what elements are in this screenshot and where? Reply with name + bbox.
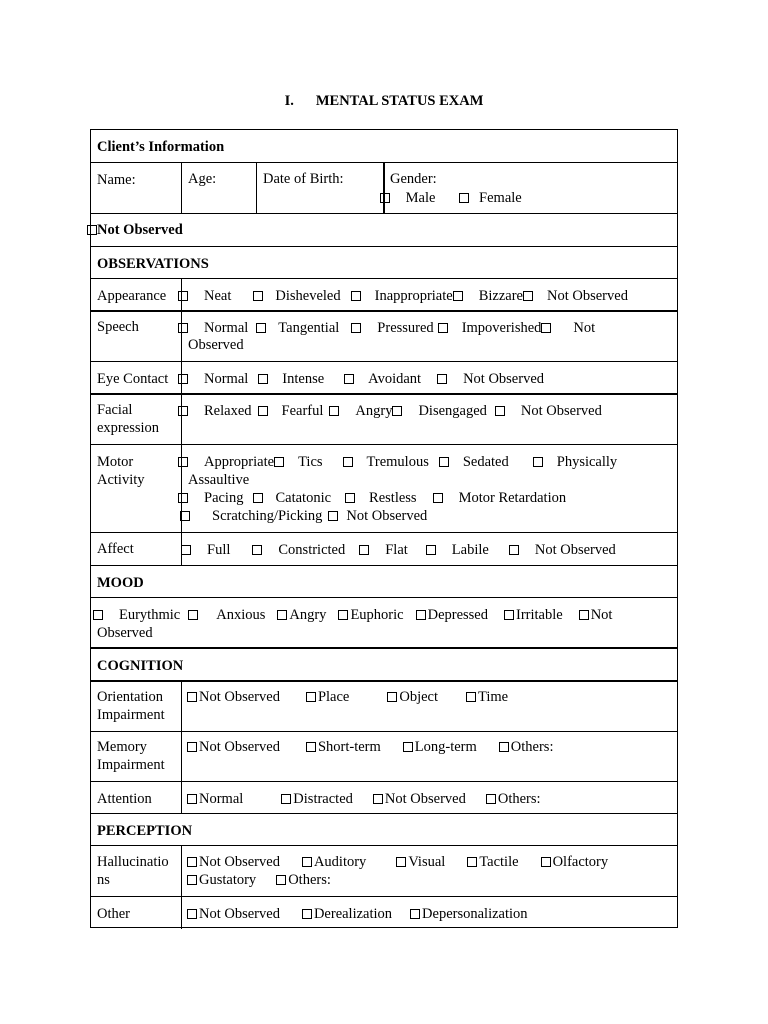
- option-full: Full: [207, 542, 231, 558]
- mood-options-row: [91, 598, 677, 649]
- option-olfactory: Olfactory: [552, 854, 609, 870]
- checkbox-disheveled[interactable]: [253, 291, 263, 301]
- checkbox-appearance-not-observed[interactable]: [523, 291, 533, 301]
- checkbox-intense[interactable]: [258, 374, 268, 384]
- checkbox-facial-not-observed[interactable]: [495, 406, 505, 416]
- option-mood-not: Not: [590, 607, 613, 623]
- checkbox-short-term[interactable]: [306, 742, 316, 752]
- option-hallucinations-not-observed: Not Observed: [199, 854, 280, 870]
- motor-activity-row: [91, 445, 677, 533]
- eye-contact-row: [91, 362, 677, 395]
- checkbox-relaxed[interactable]: [178, 406, 188, 416]
- memory-row: [91, 732, 677, 782]
- checkbox-physically-assaultive[interactable]: [533, 457, 543, 467]
- option-speech-observed: Observed: [188, 337, 244, 353]
- option-auditory: Auditory: [313, 854, 367, 870]
- option-motor-not-observed: Not Observed: [346, 508, 428, 524]
- option-speech-not: Not: [573, 320, 596, 336]
- checkbox-mood-not-observed[interactable]: [579, 610, 589, 620]
- option-physically: Physically: [556, 454, 618, 470]
- option-mood-observed: Observed: [97, 625, 153, 641]
- checkbox-flat[interactable]: [359, 545, 369, 555]
- observations-header: OBSERVATIONS: [97, 256, 209, 272]
- cognition-header: COGNITION: [97, 658, 184, 674]
- divider: [181, 163, 182, 213]
- option-visual: Visual: [408, 854, 446, 870]
- checkbox-attention-normal[interactable]: [187, 794, 197, 804]
- checkbox-constricted[interactable]: [252, 545, 262, 555]
- option-depressed: Depressed: [427, 607, 488, 623]
- checkbox-catatonic[interactable]: [253, 493, 263, 503]
- option-orientation-not-observed: Not Observed: [199, 689, 280, 705]
- option-attention-normal: Normal: [199, 791, 244, 807]
- checkbox-disengaged[interactable]: [392, 406, 402, 416]
- section-title: MENTAL STATUS EXAM: [315, 93, 484, 109]
- checkbox-depressed[interactable]: [416, 610, 426, 620]
- mood-header: MOOD: [97, 575, 144, 591]
- option-neat: Neat: [204, 288, 232, 304]
- checkbox-long-term[interactable]: [403, 742, 413, 752]
- checkbox-appropriate[interactable]: [178, 457, 188, 467]
- speech-options: [178, 319, 669, 337]
- checkbox-pressured[interactable]: [351, 323, 361, 333]
- mental-status-form: [90, 129, 678, 928]
- checkbox-speech-not-observed[interactable]: [541, 323, 551, 333]
- checkbox-other-not-observed[interactable]: [187, 909, 197, 919]
- checkbox-motor-retardation[interactable]: [433, 493, 443, 503]
- motor-activity-label: Motor Activity: [97, 454, 145, 488]
- option-angry: Angry: [355, 403, 393, 419]
- checkbox-attention-not-observed[interactable]: [373, 794, 383, 804]
- not-observed-row: [91, 214, 677, 247]
- page-title: [0, 93, 768, 110]
- client-info-header: Client’s Information: [97, 139, 225, 155]
- option-female: Female: [479, 190, 522, 206]
- option-bizzare: Bizzare: [478, 288, 523, 304]
- appearance-options: [178, 287, 669, 305]
- option-scratching-picking: Scratching/Picking: [212, 508, 323, 524]
- checkbox-distracted[interactable]: [281, 794, 291, 804]
- age-field[interactable]: Age:: [188, 171, 217, 187]
- option-catatonic: Catatonic: [275, 490, 332, 506]
- facial-expression-label: Facial expression: [97, 402, 160, 436]
- checkbox-memory-not-observed[interactable]: [187, 742, 197, 752]
- option-distracted: Distracted: [293, 791, 353, 807]
- checkbox-restless[interactable]: [345, 493, 355, 503]
- speech-label: Speech: [97, 319, 139, 335]
- checkbox-normal[interactable]: [178, 323, 188, 333]
- checkbox-object[interactable]: [387, 692, 397, 702]
- option-labile: Labile: [451, 542, 489, 558]
- client-info-header-row: [91, 130, 677, 163]
- cognition-header-row: [91, 649, 677, 682]
- option-flat: Flat: [385, 542, 408, 558]
- checkbox-pacing[interactable]: [178, 493, 188, 503]
- option-eye-normal: Normal: [204, 371, 249, 387]
- divider: [256, 163, 257, 213]
- option-irritable: Irritable: [516, 607, 563, 623]
- option-facial-not-observed: Not Observed: [520, 403, 602, 419]
- checkbox-neat[interactable]: [178, 291, 188, 301]
- appearance-label: Appearance: [97, 288, 167, 304]
- mood-header-row: [91, 566, 677, 598]
- checkbox-hallucinations-not-observed[interactable]: [187, 857, 197, 867]
- option-long-term: Long-term: [414, 739, 477, 755]
- perception-header-row: [91, 814, 677, 846]
- other-row: [91, 897, 677, 929]
- checkbox-depersonalization[interactable]: [410, 909, 420, 919]
- option-attention-others: Others:: [497, 791, 541, 807]
- option-assaultive: Assaultive: [188, 472, 250, 488]
- option-mood-angry: Angry: [289, 607, 327, 623]
- option-restless: Restless: [369, 490, 417, 506]
- perception-header: PERCEPTION: [97, 823, 193, 839]
- option-intense: Intense: [282, 371, 325, 387]
- option-eurythmic: Eurythmic: [119, 607, 181, 623]
- option-short-term: Short-term: [317, 739, 381, 755]
- checkbox-angry[interactable]: [329, 406, 339, 416]
- option-other-not-observed: Not Observed: [199, 906, 280, 922]
- option-anxious: Anxious: [216, 607, 266, 623]
- appearance-row: [91, 279, 677, 312]
- option-inappropriate: Inappropriate: [374, 288, 453, 304]
- checkbox-not-observed[interactable]: [87, 225, 97, 235]
- option-attention-not-observed: Not Observed: [384, 791, 466, 807]
- option-hallucinations-others: Others:: [288, 872, 331, 888]
- option-tactile: Tactile: [479, 854, 519, 870]
- observations-header-row: [91, 247, 677, 279]
- attention-label: Attention: [97, 791, 152, 807]
- option-affect-not-observed: Not Observed: [534, 542, 616, 558]
- memory-options: [187, 738, 669, 756]
- checkbox-labile[interactable]: [426, 545, 436, 555]
- checkbox-derealization[interactable]: [302, 909, 312, 919]
- gender-options: [380, 190, 522, 207]
- checkbox-visual[interactable]: [396, 857, 406, 867]
- hallucinations-label: Hallucinatio ns: [97, 854, 169, 888]
- checkbox-female[interactable]: [459, 193, 469, 203]
- checkbox-mood-angry[interactable]: [277, 610, 287, 620]
- option-tics: Tics: [298, 454, 323, 470]
- option-fearful: Fearful: [281, 403, 324, 419]
- option-tremulous: Tremulous: [366, 454, 429, 470]
- option-time: Time: [478, 689, 509, 705]
- option-impoverished: Impoverished: [461, 320, 542, 336]
- checkbox-attention-others[interactable]: [486, 794, 496, 804]
- checkbox-eye-not-observed[interactable]: [437, 374, 447, 384]
- motor-options-line2: [178, 489, 566, 507]
- checkbox-tangential[interactable]: [256, 323, 266, 333]
- client-info-row: [91, 163, 677, 214]
- option-appropriate: Appropriate: [204, 454, 275, 470]
- hallucinations-options: [187, 853, 669, 889]
- eye-contact-label: Eye Contact: [97, 371, 169, 387]
- option-relaxed: Relaxed: [204, 403, 252, 419]
- checkbox-male[interactable]: [380, 193, 390, 203]
- motor-options-line3: [180, 507, 427, 525]
- checkbox-inappropriate[interactable]: [351, 291, 361, 301]
- option-derealization: Derealization: [313, 906, 393, 922]
- checkbox-scratching-picking[interactable]: [180, 511, 190, 521]
- checkbox-olfactory[interactable]: [541, 857, 551, 867]
- checkbox-anxious[interactable]: [188, 610, 198, 620]
- eye-contact-options: [178, 370, 669, 388]
- affect-label: Affect: [97, 541, 134, 557]
- checkbox-irritable[interactable]: [504, 610, 514, 620]
- orientation-options: [187, 688, 669, 706]
- option-pressured: Pressured: [377, 320, 434, 336]
- option-object: Object: [399, 689, 439, 705]
- option-avoidant: Avoidant: [368, 371, 422, 387]
- option-sedated: Sedated: [462, 454, 509, 470]
- option-memory-not-observed: Not Observed: [199, 739, 280, 755]
- option-normal: Normal: [204, 320, 249, 336]
- checkbox-impoverished[interactable]: [438, 323, 448, 333]
- facial-expression-row: [91, 395, 677, 445]
- hallucinations-row: [91, 846, 677, 897]
- mood-options: [93, 606, 612, 624]
- motor-options-line1: [178, 453, 617, 471]
- facial-expression-options: [178, 402, 669, 420]
- option-pacing: Pacing: [204, 490, 244, 506]
- checkbox-sedated[interactable]: [439, 457, 449, 467]
- checkbox-euphoric[interactable]: [338, 610, 348, 620]
- checkbox-auditory[interactable]: [302, 857, 312, 867]
- not-observed-label: Not Observed: [97, 222, 183, 238]
- orientation-row: [91, 682, 677, 732]
- checkbox-tremulous[interactable]: [343, 457, 353, 467]
- checkbox-eye-normal[interactable]: [178, 374, 188, 384]
- checkbox-motor-not-observed[interactable]: [328, 511, 338, 521]
- affect-options: [181, 541, 669, 559]
- attention-options: [187, 790, 669, 808]
- checkbox-avoidant[interactable]: [344, 374, 354, 384]
- memory-label: Memory Impairment: [97, 739, 165, 773]
- checkbox-tactile[interactable]: [467, 857, 477, 867]
- checkbox-gustatory[interactable]: [187, 875, 197, 885]
- option-euphoric: Euphoric: [350, 607, 404, 623]
- attention-row: [91, 782, 677, 814]
- option-male: Male: [405, 190, 436, 206]
- option-depersonalization: Depersonalization: [422, 906, 528, 922]
- option-tangential: Tangential: [278, 320, 340, 336]
- option-memory-others: Others:: [510, 739, 554, 755]
- checkbox-bizzare[interactable]: [453, 291, 463, 301]
- option-constricted: Constricted: [278, 542, 346, 558]
- option-eye-not-observed: Not Observed: [463, 371, 545, 387]
- option-place: Place: [317, 689, 350, 705]
- checkbox-memory-others[interactable]: [499, 742, 509, 752]
- gender-label: Gender:: [390, 171, 437, 187]
- checkbox-affect-not-observed[interactable]: [509, 545, 519, 555]
- other-options: [187, 905, 669, 923]
- orientation-label: Orientation Impairment: [97, 689, 165, 723]
- section-number: I.: [284, 93, 294, 109]
- option-disheveled: Disheveled: [275, 288, 341, 304]
- checkbox-full[interactable]: [181, 545, 191, 555]
- other-label: Other: [97, 906, 131, 922]
- checkbox-fearful[interactable]: [258, 406, 268, 416]
- checkbox-eurythmic[interactable]: [93, 610, 103, 620]
- option-disengaged: Disengaged: [418, 403, 487, 419]
- speech-row: [91, 312, 677, 362]
- option-motor-retardation: Motor Retardation: [458, 490, 567, 506]
- checkbox-time[interactable]: [466, 692, 476, 702]
- option-appearance-not-observed: Not Observed: [547, 288, 628, 304]
- name-field[interactable]: Name:: [97, 172, 136, 188]
- checkbox-place[interactable]: [306, 692, 316, 702]
- checkbox-tics[interactable]: [274, 457, 284, 467]
- option-gustatory: Gustatory: [199, 872, 257, 888]
- checkbox-hallucinations-others[interactable]: [276, 875, 286, 885]
- dob-field[interactable]: Date of Birth:: [263, 171, 344, 187]
- checkbox-orientation-not-observed[interactable]: [187, 692, 197, 702]
- affect-row: [91, 533, 677, 566]
